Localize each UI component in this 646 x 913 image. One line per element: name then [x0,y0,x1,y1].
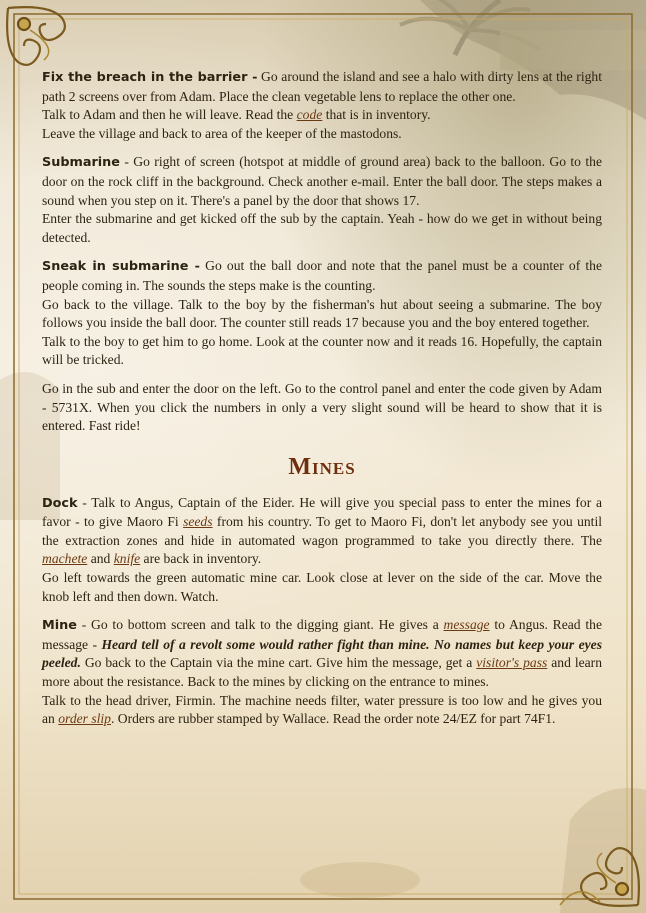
walkthrough-section-mines [42,494,602,729]
text-run: - Talk to Angus, Captain of the Eider. He will give you special pass to enter the mines for a favor - to give Maoro Fi [42,494,602,530]
inventory-item-link[interactable]: knife [113,551,141,567]
inventory-item-link[interactable]: visitor's pass [476,655,548,671]
text-run: Talk to the boy to get him to go home. Look at the counter now and it reads 16. Hopefully, the captain will be tricked. [42,333,602,368]
text-run: are back in inventory. [140,551,262,567]
corner-ornament-top-left [7,7,65,65]
text-run: Go around the island and see a halo with dirty lens at the right path 2 screens over from Adam. Place the clean vegetable lens to replace the other one. [42,69,602,104]
walkthrough-section-island [42,68,602,436]
text-run: . Orders are rubber stamped by Wallace. Read the order note 24/EZ for part 74F1. [110,711,556,727]
text-run: Talk to the head driver, Firmin. The machine needs filter, water pressure is too low and he gives you an [42,692,602,727]
text-run: Go out the ball door and note that the panel must be a counter of the people coming in. The sounds the steps make is the counting. [42,258,602,293]
text-run: Talk to Adam and then he will leave. Read the [42,107,297,123]
text-run: - Go right of screen (hotspot at middle of ground area) back to the balloon. Go to the door on the rock cliff in the background. Check another e-mail. Enter the ball door. The steps makes a sound when you step on it. There's a panel by the door that shows 17. [42,154,602,208]
step-heading: Sneak in submarine - [42,259,200,275]
walkthrough-paragraph [42,333,602,370]
text-run: Go left towards the green automatic mine car. Look close at lever on the side of the car. Move the knob left and then down. Watch. [42,570,602,604]
walkthrough-paragraph [42,153,602,210]
inventory-item-link[interactable]: machete [42,551,88,567]
step-heading: Submarine [42,155,120,171]
walkthrough-paragraph [42,616,602,691]
walkthrough-paragraph [42,106,602,125]
inventory-item-link[interactable]: order slip [58,711,111,727]
inventory-item-link[interactable]: code [296,107,323,123]
step-heading: Fix the breach in the barrier - [42,70,258,85]
walkthrough-paragraph [42,494,602,569]
text-run: Enter the submarine and get kicked off the sub by the captain. Yeah - how do we get in without being detected. [42,211,602,245]
inventory-item-link[interactable]: seeds [183,514,213,530]
walkthrough-block [42,616,602,729]
section-title-mines: Mines [288,453,356,480]
walkthrough-paragraph [42,380,602,436]
text-run: to Angus. Read the message - [42,617,602,652]
walkthrough-paragraph [42,257,602,295]
walkthrough-paragraph [42,296,602,333]
text-run: - Go to bottom screen and talk to the digging giant. He gives a [76,617,444,633]
walkthrough-block [42,68,602,143]
walkthrough-paragraph [42,125,602,144]
step-heading: Dock [42,495,78,511]
walkthrough-paragraph [42,569,602,606]
walkthrough-block [42,153,602,247]
text-run: Go in the sub and enter the door on the left. Go to the control panel and enter the code given by Adam - 5731X. When you click the numbers in only a very slight sound will be heard to show that it is entered. Fast ride! [42,380,602,434]
text-run: Go back to the Captain via the mine cart. Give him the message, get a [80,655,477,671]
corner-ornament-bottom-right [560,848,639,906]
text-run: Go back to the village. Talk to the boy by the fisherman's hut about seeing a submarine. The boy follows you inside the ball door. The counter still reads 17 because you and the boy entered together. [42,296,602,331]
text-run: and [87,551,114,567]
text-run: that is in inventory. [322,107,431,123]
walkthrough-content [42,68,602,739]
walkthrough-paragraph [42,692,602,729]
text-run: and learn more about the resistance. Back to the mines by clicking on the entrance to mines. [42,655,603,690]
inventory-item-link[interactable]: message [443,617,490,633]
walkthrough-block [42,257,602,370]
step-heading: Mine [42,618,77,634]
text-run: from his country. To get to Maoro Fi, don't let anybody see you until the extraction zones and hide in automated wagon programmed to take you directly there. The [42,514,602,548]
walkthrough-block [42,494,602,607]
text-run: Leave the village and back to area of the keeper of the mastodons. [42,125,402,141]
walkthrough-block [42,380,602,436]
walkthrough-paragraph [42,210,602,247]
quoted-message: Heard tell of a revolt some would rather fight than mine. No names but keep your eyes peeled. [42,636,602,671]
walkthrough-paragraph [42,68,602,106]
